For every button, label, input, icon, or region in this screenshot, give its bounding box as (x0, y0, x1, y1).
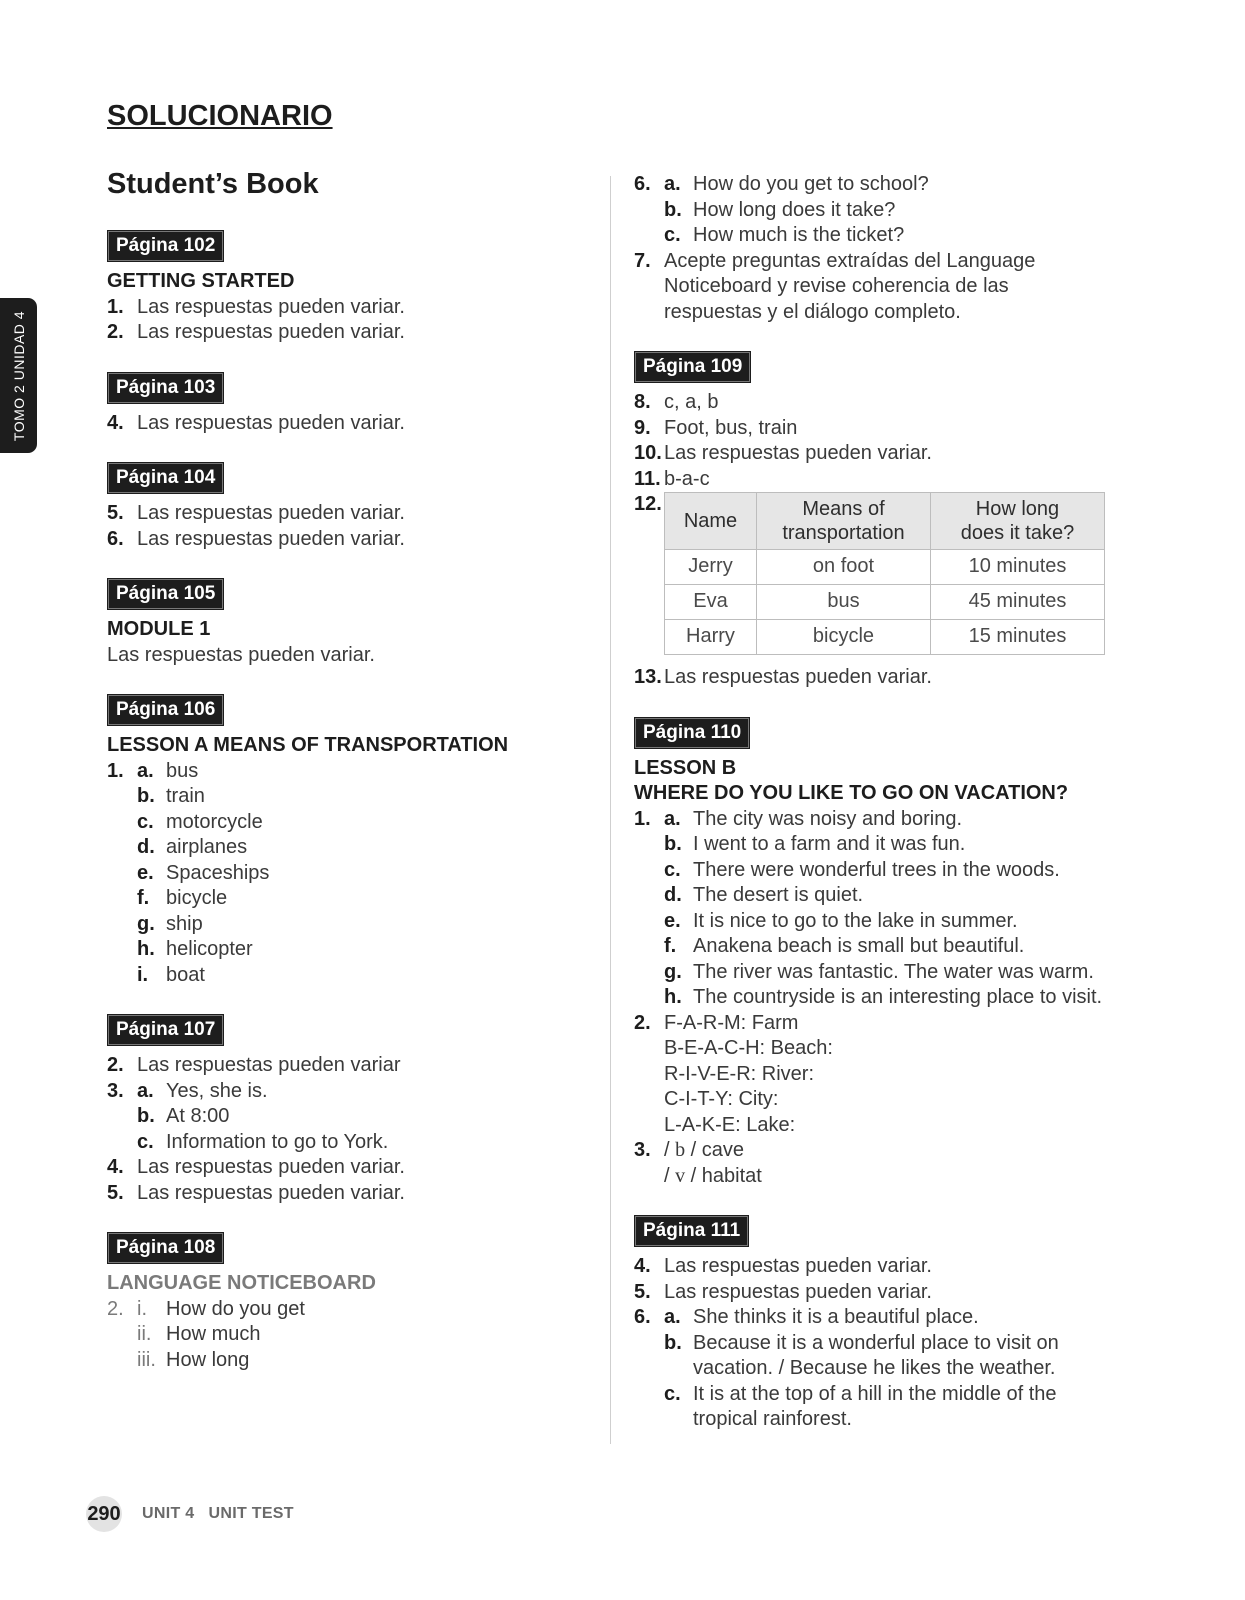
item-text: airplanes (166, 836, 248, 858)
sub-item (634, 960, 1134, 986)
page-badge: Página 106 (108, 695, 223, 725)
item-letter: a. (664, 173, 681, 195)
answer-item (107, 1297, 577, 1323)
item-number: 6. (634, 1306, 651, 1328)
item-text: Las respuestas pueden variar. (137, 1156, 405, 1178)
sub-item (107, 937, 577, 963)
section-page-106 (107, 695, 577, 988)
table-cell: bicycle (757, 620, 931, 655)
item-text-continued: respuestas y el diálogo completo. (664, 300, 961, 323)
section-heading: LESSON B (634, 756, 737, 779)
item-text: Las respuestas pueden variar. (137, 411, 405, 434)
section-page-102 (107, 231, 577, 346)
sub-item (107, 886, 577, 912)
item-letter: f. (137, 887, 150, 909)
item-text: Las respuestas pueden variar. (137, 502, 405, 524)
answer-item (107, 501, 577, 527)
answer-item (107, 320, 577, 346)
answer-item (634, 1305, 1134, 1331)
item-number: 11. (634, 467, 661, 490)
item-number: 3. (634, 1139, 651, 1161)
sub-item (107, 835, 577, 861)
item-text: Las respuestas pueden variar (137, 1054, 401, 1076)
right-column (634, 172, 1134, 1433)
item-letter: b. (664, 198, 682, 221)
item-letter: b. (137, 785, 155, 807)
header-text: How long (975, 498, 1060, 520)
sub-item (107, 1104, 577, 1130)
sub-item (634, 985, 1134, 1011)
answer-item (107, 1079, 577, 1105)
item-number: 5. (107, 1181, 124, 1204)
item-letter: a. (664, 1306, 681, 1328)
item-letter: c. (137, 810, 154, 833)
item-roman: i. (137, 1297, 147, 1320)
sub-item (634, 198, 1134, 224)
sub-item (634, 934, 1134, 960)
item-number: 6. (634, 173, 651, 195)
slash: / (664, 1164, 676, 1187)
item-letter: a. (664, 807, 681, 830)
item-text: Las respuestas pueden variar. (664, 1255, 932, 1277)
table-row (665, 620, 1105, 655)
left-column (107, 231, 577, 1400)
answer-item (107, 759, 577, 785)
item-text: Because it is a wonderful place to visit on (693, 1331, 1059, 1354)
item-number: 8. (634, 391, 651, 413)
item-text: train (166, 785, 205, 807)
table-cell: 15 minutes (931, 620, 1105, 655)
header-text: does it take? (960, 522, 1075, 544)
table-row (665, 585, 1105, 620)
section-page-111 (634, 1216, 1134, 1433)
slash: / (664, 1139, 676, 1161)
item-letter: b. (664, 1331, 682, 1354)
item-letter: h. (137, 938, 155, 960)
section-heading: MODULE 1 (107, 618, 211, 640)
item-letter: h. (664, 986, 682, 1008)
table-cell: 45 minutes (931, 585, 1105, 620)
section-page-109 (634, 352, 1134, 691)
item-text: Yes, she is. (166, 1079, 268, 1102)
answer-item (634, 665, 1134, 691)
sub-item (107, 912, 577, 938)
item-letter: f. (664, 935, 677, 957)
item-text: How much is the ticket? (693, 224, 905, 246)
item-text-continued: C-I-T-Y: City: (664, 1088, 779, 1110)
table-cell: on foot (757, 550, 931, 585)
answer-item (634, 1280, 1134, 1306)
item-number: 9. (634, 416, 651, 439)
item-text-continued (634, 1164, 1134, 1190)
page-badge: Página 105 (108, 579, 223, 609)
sub-item (107, 810, 577, 836)
item-text-continued: tropical rainforest. (693, 1408, 852, 1430)
page-title: SOLUCIONARIO (107, 100, 333, 132)
item-letter: a. (137, 1079, 154, 1102)
item-number: 13. (634, 666, 662, 688)
item-number: 1. (107, 759, 124, 782)
item-text: The desert is quiet. (693, 884, 864, 906)
item-text: The countryside is an interesting place to visit. (693, 986, 1103, 1008)
item-text: It is nice to go to the lake in summer. (693, 909, 1018, 932)
phonetic-symbol: v (675, 1164, 686, 1187)
page-badge: Página 102 (108, 231, 223, 261)
sub-item (634, 883, 1134, 909)
page-badge: Página 108 (108, 1233, 223, 1263)
sub-item (107, 1322, 577, 1348)
answer-item (107, 411, 577, 437)
page-number: 290 (86, 1496, 122, 1532)
item-text: How long does it take? (693, 198, 896, 221)
item-text: How much (166, 1323, 261, 1345)
answer-item (634, 1254, 1134, 1280)
answer-item (107, 1053, 577, 1079)
item-number: 4. (107, 411, 124, 434)
item-letter: i. (137, 963, 149, 986)
answer-item (634, 467, 1134, 493)
sub-item (107, 1130, 577, 1156)
item-number: 3. (107, 1079, 124, 1102)
item-text: Las respuestas pueden variar. (137, 295, 405, 318)
table-cell: bus (757, 585, 931, 620)
item-text (664, 1138, 744, 1164)
item-text: The city was noisy and boring. (693, 807, 963, 830)
section-heading: LESSON A MEANS OF TRANSPORTATION (107, 734, 509, 756)
section-page-105 (107, 579, 577, 668)
item-text-continued: L-A-K-E: Lake: (664, 1113, 796, 1136)
page-badge: Página 111 (635, 1216, 748, 1246)
word: / cave (685, 1139, 745, 1161)
answer-item (634, 172, 1134, 198)
item-number: 2. (634, 1011, 651, 1034)
item-text: boat (166, 963, 205, 986)
sub-item (634, 1382, 1134, 1408)
side-tab-label: TOMO 2 UNIDAD 4 (10, 310, 27, 441)
item-number: 10. (634, 442, 662, 464)
item-letter: c. (664, 224, 681, 246)
footer-unit: UNIT 4 (142, 1505, 195, 1522)
answer-item (634, 807, 1134, 833)
sub-item (107, 784, 577, 810)
item-text: How long (166, 1348, 250, 1371)
item-text-continued: B-E-A-C-H: Beach: (664, 1037, 833, 1059)
table-cell: Harry (665, 620, 757, 655)
item-number: 7. (634, 249, 651, 272)
page-footer (86, 1496, 294, 1532)
answer-text: Las respuestas pueden variar. (107, 643, 375, 666)
item-letter: c. (137, 1130, 154, 1153)
item-letter: g. (664, 960, 682, 983)
item-text: b-a-c (664, 467, 710, 490)
item-text-continued: Noticeboard y revise coherencia de las (664, 275, 1009, 297)
item-text: Acepte preguntas extraídas del Language (664, 249, 1036, 272)
item-text: motorcycle (166, 810, 263, 833)
sub-item (107, 861, 577, 887)
sub-item (634, 223, 1134, 249)
item-letter: b. (664, 833, 682, 855)
answer-item (634, 492, 1134, 655)
section-page-107 (107, 1015, 577, 1206)
item-text-continued: R-I-V-E-R: River: (664, 1062, 814, 1085)
item-number: 2. (107, 1054, 124, 1076)
item-text-continued: vacation. / Because he likes the weather. (693, 1357, 1056, 1379)
item-text: bicycle (166, 887, 228, 909)
item-text: She thinks it is a beautiful place. (693, 1306, 979, 1328)
answer-item (107, 1181, 577, 1207)
item-roman: ii. (137, 1323, 152, 1345)
section-heading: LANGUAGE NOTICEBOARD (107, 1272, 376, 1294)
transport-table (664, 492, 1105, 655)
section-page-110 (634, 718, 1134, 1190)
item-text: Las respuestas pueden variar. (664, 666, 932, 688)
header-text: transportation (782, 522, 905, 544)
item-letter: g. (137, 912, 155, 935)
table-cell: Jerry (665, 550, 757, 585)
sub-item (107, 963, 577, 989)
sub-item (634, 1331, 1134, 1357)
item-text: There were wonderful trees in the woods. (693, 858, 1060, 881)
page-badge: Página 107 (108, 1015, 223, 1045)
item-number: 12. (634, 493, 662, 515)
item-number: 5. (634, 1280, 651, 1303)
item-text: Las respuestas pueden variar. (664, 442, 932, 464)
table-header-row (665, 493, 1105, 550)
item-text: Las respuestas pueden variar. (137, 1181, 405, 1204)
answer-item (634, 1011, 1134, 1037)
section-page-108 (107, 1233, 577, 1373)
item-number: 1. (107, 295, 124, 318)
phonetic-symbol: b (675, 1139, 686, 1161)
item-text: Foot, bus, train (664, 416, 798, 439)
item-number: 4. (634, 1255, 651, 1277)
section-continued (634, 172, 1134, 325)
item-text: I went to a farm and it was fun. (693, 833, 966, 855)
item-number: 4. (107, 1156, 124, 1178)
table-cell: Eva (665, 585, 757, 620)
table-row (665, 550, 1105, 585)
sub-item (634, 832, 1134, 858)
item-text: Las respuestas pueden variar. (137, 321, 405, 343)
item-text: At 8:00 (166, 1105, 230, 1127)
item-text: bus (166, 759, 199, 782)
item-number: 5. (107, 502, 124, 524)
column-divider (610, 176, 611, 1444)
section-heading: WHERE DO YOU LIKE TO GO ON VACATION? (634, 782, 1069, 804)
answer-item (634, 390, 1134, 416)
sub-item (107, 1348, 577, 1374)
header-duration (931, 493, 1105, 550)
item-number: 2. (107, 321, 124, 343)
item-text: ship (166, 912, 203, 935)
item-number: 6. (107, 527, 124, 550)
item-text: How do you get (166, 1297, 305, 1320)
header-text: Means of (802, 498, 885, 520)
section-page-104 (107, 463, 577, 552)
header-name (665, 493, 757, 550)
header-means (757, 493, 931, 550)
answer-item (107, 295, 577, 321)
header-text: Name (683, 510, 738, 532)
item-text: Las respuestas pueden variar. (137, 527, 405, 550)
item-text: Anakena beach is small but beautiful. (693, 935, 1025, 957)
item-number: 2. (107, 1297, 124, 1320)
answer-item (634, 441, 1134, 467)
item-text: helicopter (166, 938, 253, 960)
item-text: The river was fantastic. The water was warm. (693, 960, 1094, 983)
table-cell: 10 minutes (931, 550, 1105, 585)
page-badge: Página 109 (635, 352, 750, 382)
answer-item (107, 527, 577, 553)
item-letter: d. (137, 836, 155, 858)
item-text: c, a, b (664, 391, 719, 413)
page-badge: Página 103 (108, 373, 223, 403)
answer-item (634, 249, 1134, 275)
answer-item (634, 416, 1134, 442)
sub-item (634, 909, 1134, 935)
item-number: 1. (634, 807, 651, 830)
footer-label: UNIT TEST (208, 1505, 294, 1522)
item-letter: c. (664, 1382, 681, 1405)
item-letter: a. (137, 759, 154, 782)
item-letter: b. (137, 1105, 155, 1127)
word: / habitat (685, 1164, 762, 1187)
item-text: F-A-R-M: Farm (664, 1011, 799, 1034)
item-text: How do you get to school? (693, 173, 929, 195)
item-letter: e. (664, 909, 681, 932)
page-badge: Página 104 (108, 463, 223, 493)
page-badge: Página 110 (635, 718, 749, 748)
item-letter: d. (664, 884, 682, 906)
item-text: It is at the top of a hill in the middle of the (693, 1382, 1057, 1405)
item-text: Spaceships (166, 861, 270, 884)
answer-item (634, 1138, 1134, 1164)
item-text: Information to go to York. (166, 1130, 389, 1153)
answer-item (107, 1155, 577, 1181)
item-roman: iii. (137, 1348, 156, 1371)
item-letter: e. (137, 861, 154, 884)
section-title: Student’s Book (107, 168, 319, 200)
sub-item (634, 858, 1134, 884)
section-heading: GETTING STARTED (107, 270, 295, 292)
item-text: Las respuestas pueden variar. (664, 1280, 932, 1303)
side-tab (0, 298, 37, 453)
section-page-103 (107, 373, 577, 437)
item-letter: c. (664, 858, 681, 881)
